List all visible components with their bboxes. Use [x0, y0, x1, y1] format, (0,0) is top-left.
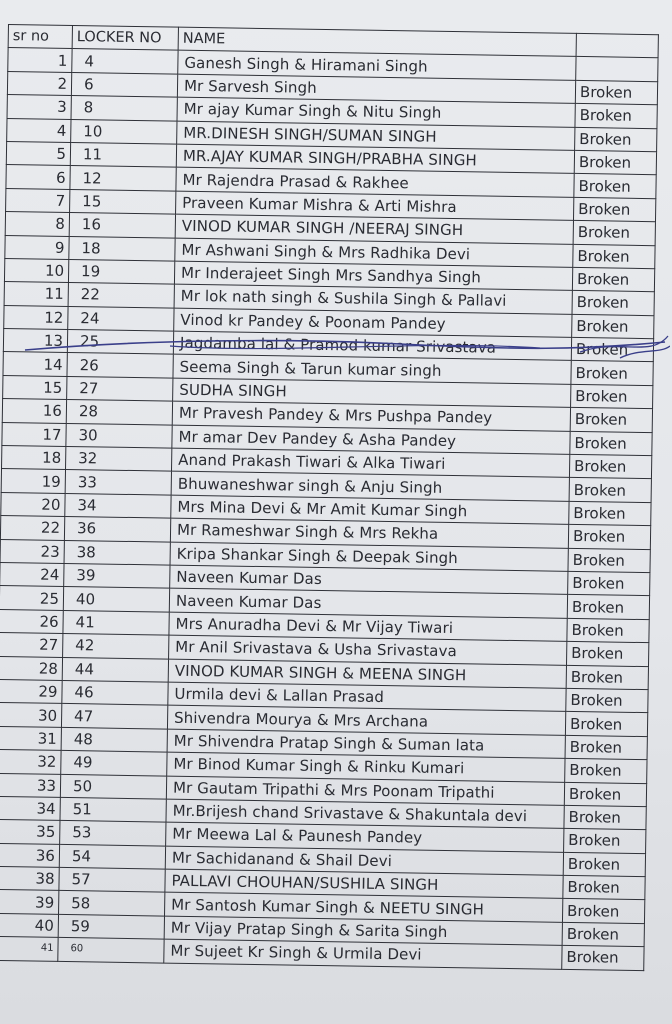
locker-no-cell: 12 [70, 166, 176, 191]
locker-no-cell: 58 [59, 891, 165, 916]
locker-no-cell: 27 [67, 376, 173, 401]
status-cell: Broken [571, 384, 653, 409]
status-cell: Broken [570, 431, 652, 456]
locker-no-cell: 30 [66, 423, 172, 448]
name-cell: Jagdamba lal & Pramod kumar Srivastava [173, 331, 571, 361]
status-cell: Broken [571, 337, 653, 362]
locker-no-cell: 51 [60, 797, 166, 822]
name-cell: Mr Sujeet Kr Singh & Urmila Devi [164, 939, 562, 969]
status-cell: Broken [564, 805, 646, 830]
locker-table [0, 24, 659, 971]
sr-no-cell: 34 [0, 796, 60, 820]
name-cell: MR.AJAY KUMAR SINGH/PRABHA SINGH [176, 144, 574, 174]
status-cell: Broken [563, 875, 645, 900]
status-cell: Broken [568, 571, 650, 596]
sr-no-cell: 12 [4, 305, 68, 329]
name-cell: SUDHA SINGH [173, 378, 571, 408]
name-cell: Mr.Brijesh chand Srivastave & Shakuntala devi [166, 799, 564, 829]
locker-no-cell: 26 [67, 353, 173, 378]
status-cell: Broken [567, 595, 649, 620]
locker-no-cell: 39 [64, 563, 170, 588]
name-cell: Mr amar Dev Pandey & Asha Pandey [172, 425, 570, 455]
name-cell: Mr Sachidanand & Shail Devi [165, 846, 563, 876]
name-cell: Vinod kr Pandey & Poonam Pandey [174, 308, 572, 338]
sr-no-cell: 39 [0, 890, 59, 914]
locker-no-cell: 18 [69, 236, 175, 261]
name-cell: VINOD KUMAR SINGH /NEERAJ SINGH [175, 214, 573, 244]
sr-no-cell: 32 [0, 750, 61, 774]
locker-no-cell: 33 [65, 470, 171, 495]
name-cell: Mr Shivendra Pratap Singh & Suman lata [167, 729, 565, 759]
name-cell: Mr Anil Srivastava & Usha Srivastava [169, 635, 567, 665]
status-cell: Broken [572, 267, 654, 292]
status-cell [576, 57, 658, 82]
locker-no-cell: 44 [62, 657, 168, 682]
locker-no-cell: 60 [58, 938, 164, 963]
locker-rows [0, 48, 658, 970]
sr-no-cell: 23 [0, 539, 64, 563]
sr-no-cell: 3 [7, 95, 71, 119]
locker-no-cell: 10 [71, 119, 177, 144]
sr-no-cell: 36 [0, 843, 60, 867]
name-cell: Seema Singh & Tarun kumar singh [173, 355, 571, 385]
status-cell: Broken [564, 782, 646, 807]
name-cell: Naveen Kumar Das [169, 588, 567, 618]
status-cell: Broken [562, 899, 644, 924]
status-cell: Broken [562, 946, 644, 971]
name-cell: Mr Inderajeet Singh Mrs Sandhya Singh [174, 261, 572, 291]
sr-no-cell: 24 [0, 562, 64, 586]
locker-list-document [0, 24, 658, 971]
status-cell: Broken [568, 525, 650, 550]
sr-no-cell: 18 [2, 445, 66, 469]
sr-no-cell: 31 [0, 726, 61, 750]
name-cell: Mr Santosh Kumar Singh & NEETU SINGH [165, 893, 563, 923]
sr-no-cell: 33 [0, 773, 61, 797]
status-cell: Broken [571, 361, 653, 386]
locker-no-cell: 57 [59, 867, 165, 892]
status-cell: Broken [567, 618, 649, 643]
locker-no-cell: 59 [58, 914, 164, 939]
name-cell: Mr Rameshwar Singh & Mrs Rekha [170, 518, 568, 548]
sr-no-cell: 20 [1, 492, 65, 516]
sr-no-cell: 7 [6, 188, 70, 212]
status-cell: Broken [573, 221, 655, 246]
status-cell: Broken [569, 454, 651, 479]
status-cell: Broken [572, 291, 654, 316]
locker-no-cell: 40 [63, 587, 169, 612]
sr-no-cell: 26 [0, 609, 63, 633]
locker-no-cell: 53 [60, 821, 166, 846]
sr-no-cell: 40 [0, 913, 59, 937]
status-cell: Broken [575, 127, 657, 152]
locker-no-cell: 25 [67, 330, 173, 355]
name-cell: Mr Sarvesh Singh [177, 74, 575, 104]
sr-no-cell: 29 [0, 679, 62, 703]
locker-no-cell: 4 [72, 49, 178, 74]
locker-no-cell: 49 [61, 751, 167, 776]
status-cell: Broken [575, 104, 657, 129]
name-cell: Mrs Anuradha Devi & Mr Vijay Tiwari [169, 612, 567, 642]
locker-no-cell: 22 [68, 283, 174, 308]
sr-no-cell: 11 [4, 282, 68, 306]
sr-no-cell: 6 [6, 165, 70, 189]
locker-no-cell: 48 [61, 727, 167, 752]
status-cell: Broken [562, 922, 644, 947]
name-cell: Anand Prakash Tiwari & Alka Tiwari [171, 448, 569, 478]
sr-no-cell: 38 [0, 866, 59, 890]
name-cell: Mr Pravesh Pandey & Mrs Pushpa Pandey [172, 401, 570, 431]
sr-no-cell: 16 [2, 399, 66, 423]
locker-no-cell: 28 [66, 400, 172, 425]
locker-no-cell: 38 [64, 540, 170, 565]
name-cell: PALLAVI CHOUHAN/SUSHILA SINGH [165, 869, 563, 899]
locker-no-cell: 8 [71, 96, 177, 121]
status-cell: Broken [569, 478, 651, 503]
status-cell: Broken [575, 80, 657, 105]
status-cell: Broken [568, 548, 650, 573]
status-cell: Broken [574, 174, 656, 199]
name-cell: Bhuwaneshwar singh & Anju Singh [171, 472, 569, 502]
sr-no-cell: 9 [5, 235, 69, 259]
sr-no-cell: 15 [3, 375, 67, 399]
locker-no-cell: 11 [70, 142, 176, 167]
name-cell: VINOD KUMAR SINGH & MEENA SINGH [168, 659, 566, 689]
locker-no-cell: 42 [63, 634, 169, 659]
header-status [576, 33, 658, 58]
locker-no-cell: 34 [65, 493, 171, 518]
status-cell: Broken [569, 501, 651, 526]
name-cell: Mr lok nath singh & Sushila Singh & Pallavi [174, 284, 572, 314]
name-cell: MR.DINESH SINGH/SUMAN SINGH [177, 121, 575, 151]
name-cell: Ganesh Singh & Hiramani Singh [178, 51, 576, 81]
name-cell: Mr Ashwani Singh & Mrs Radhika Devi [175, 238, 573, 268]
name-cell: Mr Vijay Pratap Singh & Sarita Singh [164, 916, 562, 946]
sr-no-cell: 8 [5, 212, 69, 236]
name-cell: Mr Gautam Tripathi & Mrs Poonam Tripathi [166, 776, 564, 806]
locker-no-cell: 6 [71, 72, 177, 97]
sr-no-cell: 27 [0, 633, 63, 657]
locker-no-cell: 41 [63, 610, 169, 635]
locker-no-cell: 46 [62, 680, 168, 705]
locker-no-cell: 47 [61, 704, 167, 729]
status-cell: Broken [572, 314, 654, 339]
status-cell: Broken [563, 852, 645, 877]
name-cell: Mr Rajendra Prasad & Rakhee [176, 168, 574, 198]
sr-no-cell: 22 [0, 516, 64, 540]
status-cell: Broken [565, 758, 647, 783]
locker-no-cell: 24 [68, 306, 174, 331]
status-cell: Broken [566, 688, 648, 713]
status-cell: Broken [574, 150, 656, 175]
name-cell: Kripa Shankar Singh & Deepak Singh [170, 542, 568, 572]
locker-no-cell: 50 [60, 774, 166, 799]
status-cell: Broken [566, 665, 648, 690]
header-locker-no: LOCKER NO [72, 26, 178, 51]
name-cell: Praveen Kumar Mishra & Arti Mishra [176, 191, 574, 221]
status-cell: Broken [573, 244, 655, 269]
status-cell: Broken [567, 642, 649, 667]
sr-no-cell: 25 [0, 586, 64, 610]
name-cell: Urmila devi & Lallan Prasad [168, 682, 566, 712]
sr-no-cell: 5 [6, 141, 70, 165]
status-cell: Broken [565, 735, 647, 760]
status-cell: Broken [565, 712, 647, 737]
sr-no-cell: 30 [0, 703, 62, 727]
header-sr-no: sr no [8, 25, 72, 49]
name-cell: Naveen Kumar Das [170, 565, 568, 595]
status-cell: Broken [564, 829, 646, 854]
sr-no-cell: 13 [3, 329, 67, 353]
sr-no-cell: 10 [4, 258, 68, 282]
sr-no-cell: 2 [7, 71, 71, 95]
sr-no-cell: 4 [7, 118, 71, 142]
locker-no-cell: 16 [69, 213, 175, 238]
name-cell: Mr Meewa Lal & Paunesh Pandey [166, 822, 564, 852]
locker-no-cell: 54 [59, 844, 165, 869]
sr-no-cell: 14 [3, 352, 67, 376]
name-cell: Shivendra Mourya & Mrs Archana [167, 705, 565, 735]
sr-no-cell: 1 [8, 48, 72, 72]
header-name: NAME [178, 27, 576, 57]
name-cell: Mr ajay Kumar Singh & Nitu Singh [177, 97, 575, 127]
sr-no-cell: 17 [2, 422, 66, 446]
status-cell: Broken [573, 197, 655, 222]
name-cell: Mr Binod Kumar Singh & Rinku Kumari [167, 752, 565, 782]
name-cell: Mrs Mina Devi & Mr Amit Kumar Singh [171, 495, 569, 525]
sr-no-cell: 35 [0, 820, 60, 844]
locker-no-cell: 36 [64, 517, 170, 542]
sr-no-cell: 28 [0, 656, 63, 680]
status-cell: Broken [570, 408, 652, 433]
sr-no-cell: 41 [0, 937, 58, 961]
locker-no-cell: 15 [70, 189, 176, 214]
sr-no-cell: 19 [1, 469, 65, 493]
locker-no-cell: 19 [68, 259, 174, 284]
locker-no-cell: 32 [66, 446, 172, 471]
